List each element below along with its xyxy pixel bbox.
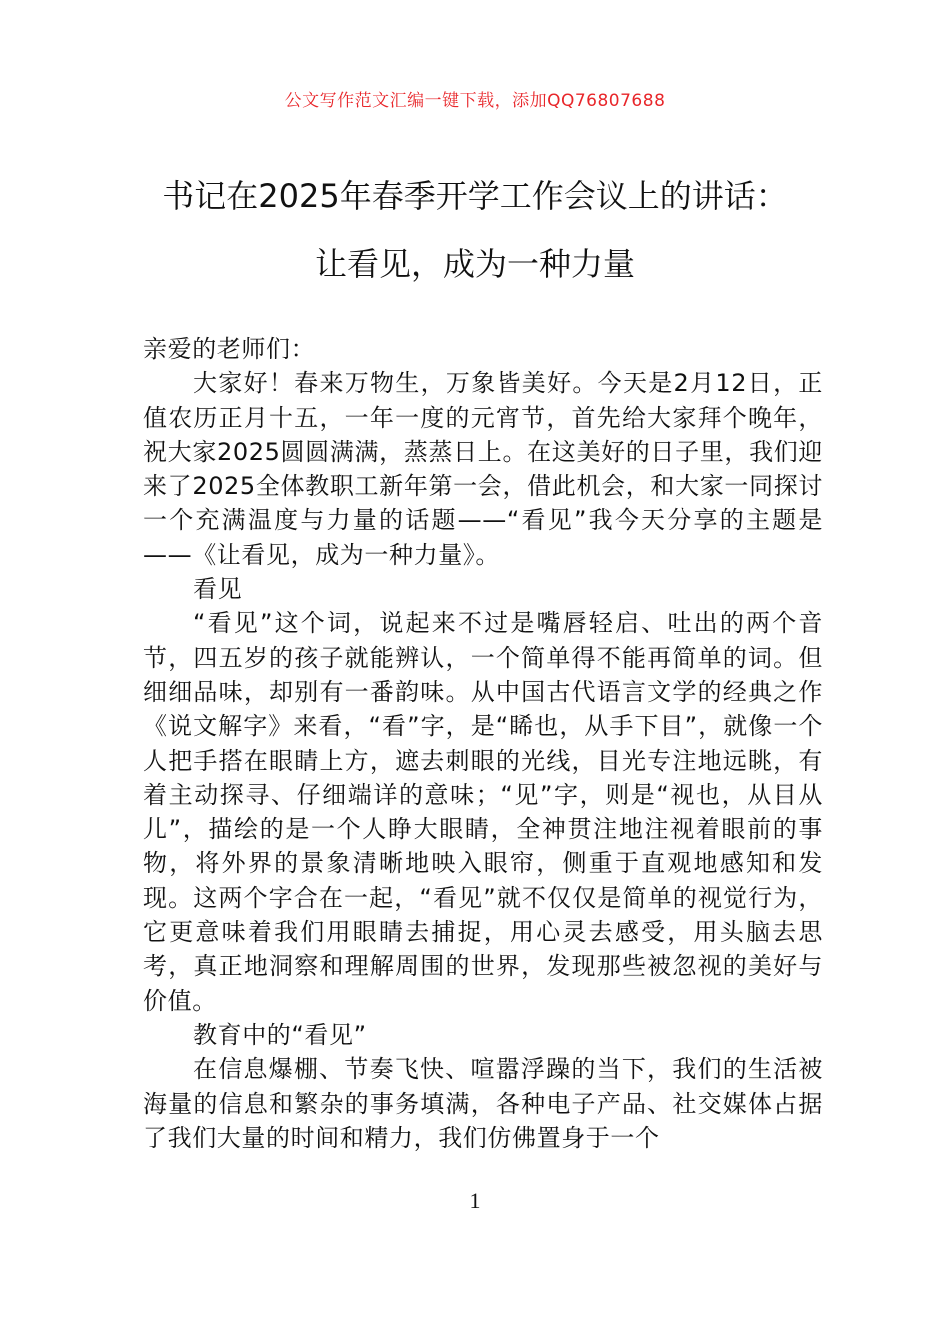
download-promo-note: 公文写作范文汇编一键下载，添加QQ76807688 <box>284 91 666 111</box>
paragraph-opening: 大家好！春来万物生，万象皆美好。今天是2月12日，正值农历正月十五，一年一度的元宵节，首先给大家拜个晚年，祝大家2025圆圆满满，蒸蒸日上。在这美好的日子里，我们迎来了2025全体教职工新年第一会，借此机会，和大家一同探讨一个充满温度与力量的话题——“看见”我今天分享的主题是——《让看见，成为一种力量》。 <box>143 369 823 569</box>
section-heading-education: 教育中的“看见” <box>193 1020 367 1049</box>
page-number: 1 <box>469 1188 481 1213</box>
document-title-line-2: 让看见，成为一种力量 <box>314 245 635 283</box>
paragraph-kanjian-meaning: “看见”这个词，说起来不过是嘴唇轻启、吐出的两个音节，四五岁的孩子就能辨认，一个简单得不能再简单的词。但细细品味，却别有一番韵味。从中国古代语言文学的经典之作《说文解字》来看，“看”字，是“睎也，从手下目”，就像一个人把手搭在眼睛上方，遮去刺眼的光线，目光专注地远眺，有着主动探寻、仔细端详的意味；“见”字，则是“视也，从目从儿”，描绘的是一个人睁大眼睛，全神贯注地注视着眼前的事物，将外界的景象清晰地映入眼帘，侧重于直观地感知和发现。这两个字合在一起，“看见”就不仅仅是简单的视觉行为，它更意味着我们用眼睛去捕捉，用心灵去感受，用头脑去思考，真正地洞察和理解周围的世界，发现那些被忽视的美好与价值。 <box>143 609 823 1015</box>
document-body <box>143 332 823 1155</box>
section-heading-kanjian: 看见 <box>193 575 243 604</box>
document-title-line-1: 书记在2025年春季开学工作会议上的讲话： <box>162 177 788 215</box>
paragraph-information-age: 在信息爆棚、节奏飞快、喧嚣浮躁的当下，我们的生活被海量的信息和繁杂的事务填满，各种电子产品、社交媒体占据了我们大量的时间和精力，我们仿佛置身于一个 <box>143 1055 823 1152</box>
salutation: 亲爱的老师们： <box>143 335 316 363</box>
